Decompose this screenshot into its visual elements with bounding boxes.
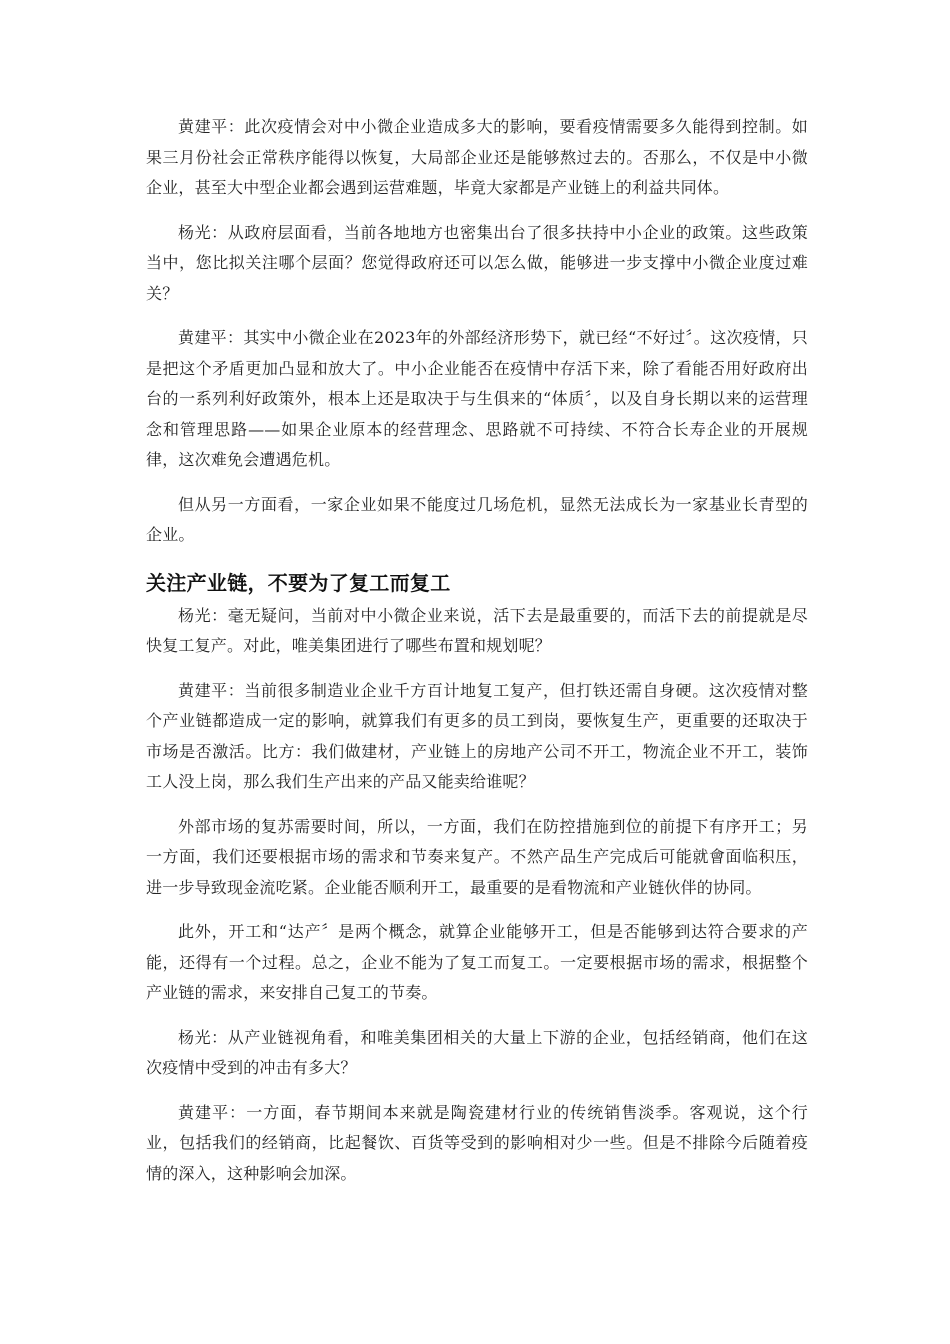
paragraph-production-capacity: 此外，开工和“达产〞是两个概念，就算企业能够开工，但是否能够到达符合要求的产能，还得有一个过程。总之，企业不能为了复工而复工。一定要根据市场的需求，根据整个产业链的需求，来安排自己复工的节奏。 [146, 922, 808, 1002]
paragraph-huang-supply-chain: 黄建平：当前很多制造业企业千方百计地复工复产，但打铁还需自身硬。这次疫情对整个产业链都造成一定的影响，就算我们有更多的员工到岗，要恢复生产，更重要的还取决于市场是否激活。比方：我们做建材，产业链上的房地产公司不开工，物流企业不开工，装饰工人没上岗，那么我们生产出来的产品又能卖给谁呢？ [146, 680, 808, 791]
paragraph-huang-constitution: 黄建平：其实中小微企业在2023年的外部经济形势下，就已经“不好过〞。这次疫情，只是把这个矛盾更加凸显和放大了。中小企业能否在疫情中存活下来，除了看能否用好政府出台的一系列利好政策外，根本上还是取决于与生俱来的“体质〞，以及自身长期以来的运营理念和管理思路——如果企业原本的经营理念、思路就不可持续、不符合长寿企业的开展规律，这次难免会遭遇危机。 [146, 328, 808, 469]
paragraph-market-recovery: 外部市场的复苏需要时间，所以，一方面，我们在防控措施到位的前提下有序开工；另一方面，我们还要根据市场的需求和节奏来复产。不然产品生产完成后可能就會面临积压，进一步导致现金流吃紧。企业能否顺利开工，最重要的是看物流和产业链伙伴的协同。 [146, 816, 808, 897]
paragraph-yang-dealers-question: 杨光：从产业链视角看，和唯美集团相关的大量上下游的企业，包括经销商，他们在这次疫情中受到的冲击有多大？ [146, 1027, 808, 1077]
paragraph-huang-impact: 黄建平：此次疫情会对中小微企业造成多大的影响，要看疫情需要多久能得到控制。如果三月份社会正常秩序能得以恢复，大局部企业还是能够熬过去的。否那么，不仅是中小微企业，甚至大中型企业都会遇到运营难题，毕竟大家都是产业链上的利益共同体。 [146, 117, 808, 197]
paragraph-huang-off-season: 黄建平：一方面，春节期间本来就是陶瓷建材行业的传统销售淡季。客观说，这个行业，包括我们的经销商，比起餐饮、百货等受到的影响相对少一些。但是不排除今后随着疫情的深入，这种影响会加深。 [146, 1102, 808, 1183]
section-heading: 关注产业链，不要为了复工而复工 [146, 570, 451, 595]
article-body [146, 112, 808, 1203]
paragraph-yang-resume-question: 杨光：毫无疑问，当前对中小微企业来说，活下去是最重要的，而活下去的前提就是尽快复工复产。对此，唯美集团进行了哪些布置和规划呢？ [146, 605, 808, 655]
paragraph-yang-policy-question: 杨光：从政府层面看，当前各地地方也密集出台了很多扶持中小企业的政策。这些政策当中，您比拟关注哪个层面？您觉得政府还可以怎么做，能够进一步支撑中小微企业度过难关？ [146, 222, 808, 303]
paragraph-evergreen: 但从另一方面看，一家企业如果不能度过几场危机，显然无法成长为一家基业长青型的企业。 [146, 494, 808, 544]
